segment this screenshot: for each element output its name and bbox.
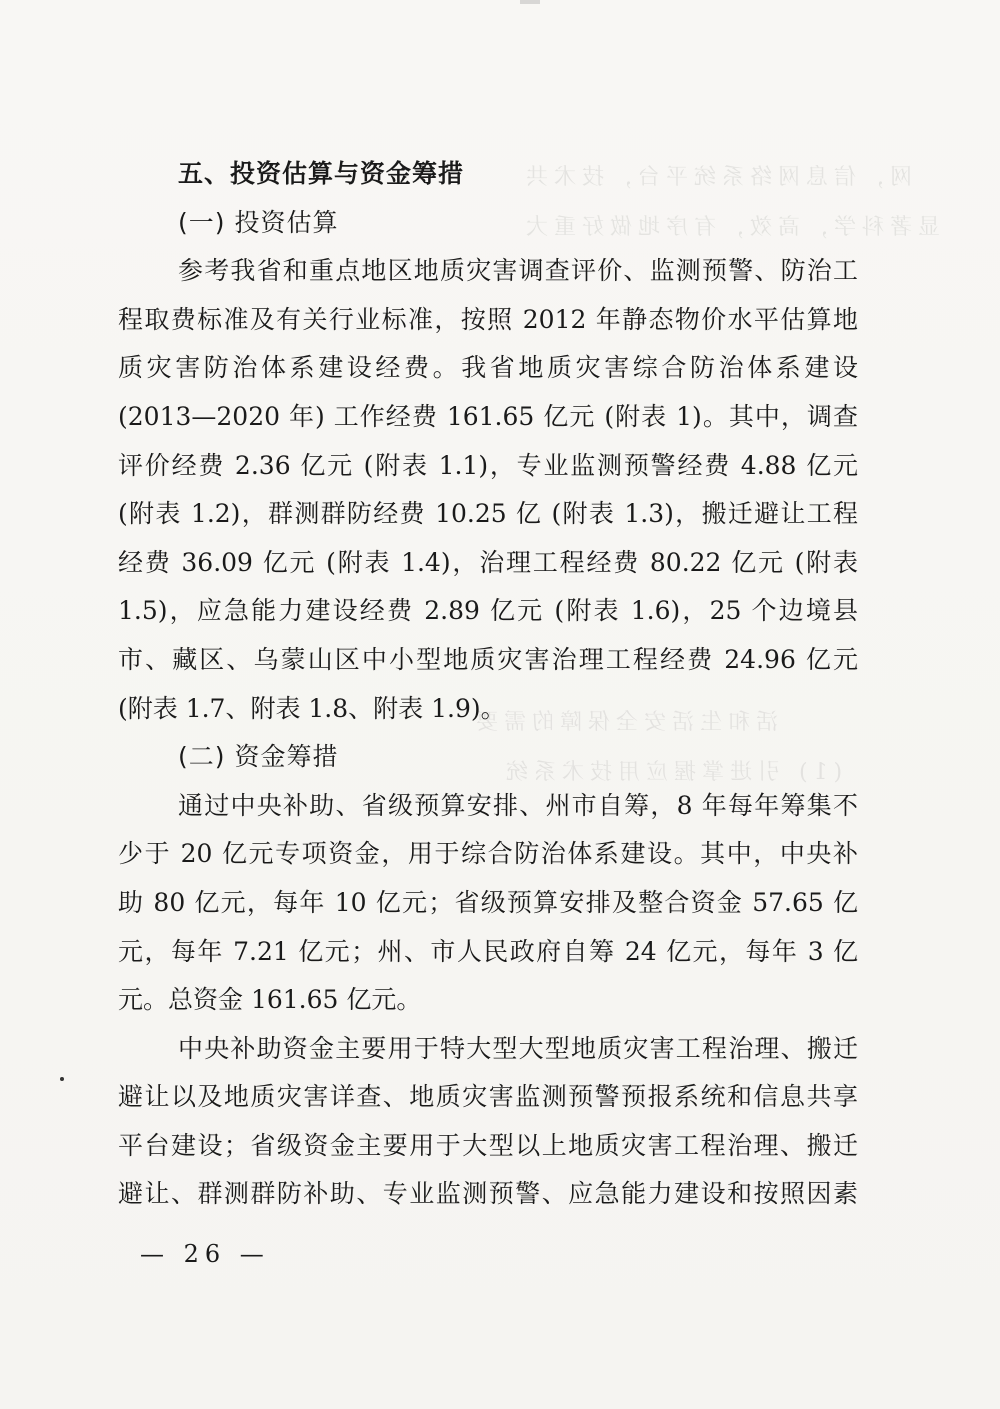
paragraph-line: 平台建设；省级资金主要用于大型以上地质灾害工程治理、搬迁 bbox=[118, 1130, 858, 1160]
scan-speck bbox=[60, 1077, 64, 1081]
paragraph-line: 元。总资金 161.65 亿元。 bbox=[118, 985, 422, 1015]
section-heading: 五、投资估算与资金筹措 bbox=[178, 159, 465, 188]
paragraph-line: (附表 1.2)，群测群防经费 10.25 亿 (附表 1.3)，搬迁避让工程 bbox=[118, 499, 858, 529]
show-through-decoration: 活和生活安全保障的需要 bbox=[470, 710, 779, 735]
subsection-title-fund-raising: (二) 资金筹措 bbox=[178, 742, 339, 772]
show-through-decoration: 显著科学，高效，有序地做好重大 bbox=[520, 215, 941, 240]
paragraph-line: 参考我省和重点地区地质灾害调查评价、监测预警、防治工 bbox=[178, 256, 858, 286]
show-through-decoration: 网，信息网络系统平台，技术共 bbox=[520, 165, 913, 190]
document-body bbox=[118, 150, 858, 1219]
paragraph-line: 经费 36.09 亿元 (附表 1.4)，治理工程经费 80.22 亿元 (附表 bbox=[118, 547, 858, 577]
page-number: — 26 — bbox=[140, 1240, 270, 1268]
paragraph-line: 避让、群测群防补助、专业监测预警、应急能力建设和按照因素 bbox=[118, 1179, 858, 1209]
scan-mark bbox=[520, 0, 540, 4]
paragraph-line: 市、藏区、乌蒙山区中小型地质灾害治理工程经费 24.96 亿元 bbox=[118, 644, 858, 674]
paragraph-line: 程取费标准及有关行业标准，按照 2012 年静态物价水平估算地 bbox=[118, 304, 858, 334]
paragraph-line: 少于 20 亿元专项资金，用于综合防治体系建设。其中，中央补 bbox=[118, 839, 858, 869]
paragraph-line: 通过中央补助、省级预算安排、州市自筹，8 年每年筹集不 bbox=[178, 790, 858, 820]
paragraph-line: (附表 1.7、附表 1.8、附表 1.9)。 bbox=[118, 693, 506, 723]
paragraph-line: 避让以及地质灾害详查、地质灾害监测预警预报系统和信息共享 bbox=[118, 1082, 858, 1112]
paragraph-line: 元，每年 7.21 亿元；州、市人民政府自筹 24 亿元，每年 3 亿 bbox=[118, 936, 858, 966]
paragraph-line: 中央补助资金主要用于特大型大型地质灾害工程治理、搬迁 bbox=[178, 1033, 858, 1063]
paragraph-line: 评价经费 2.36 亿元 (附表 1.1)，专业监测预警经费 4.88 亿元 bbox=[118, 450, 858, 480]
paragraph-line: 1.5)，应急能力建设经费 2.89 亿元 (附表 1.6)，25 个边境县 bbox=[118, 596, 858, 626]
subsection-title-investment-estimate: (一) 投资估算 bbox=[178, 207, 339, 237]
paragraph-line: 助 80 亿元，每年 10 亿元；省级预算安排及整合资金 57.65 亿 bbox=[118, 887, 858, 917]
paragraph-line: 质灾害防治体系建设经费。我省地质灾害综合防治体系建设 bbox=[118, 353, 858, 383]
show-through-decoration: (1) 引进掌握应用技术系统 bbox=[500, 760, 843, 785]
paragraph-line: (2013—2020 年) 工作经费 161.65 亿元 (附表 1)。其中，调查 bbox=[118, 401, 858, 431]
